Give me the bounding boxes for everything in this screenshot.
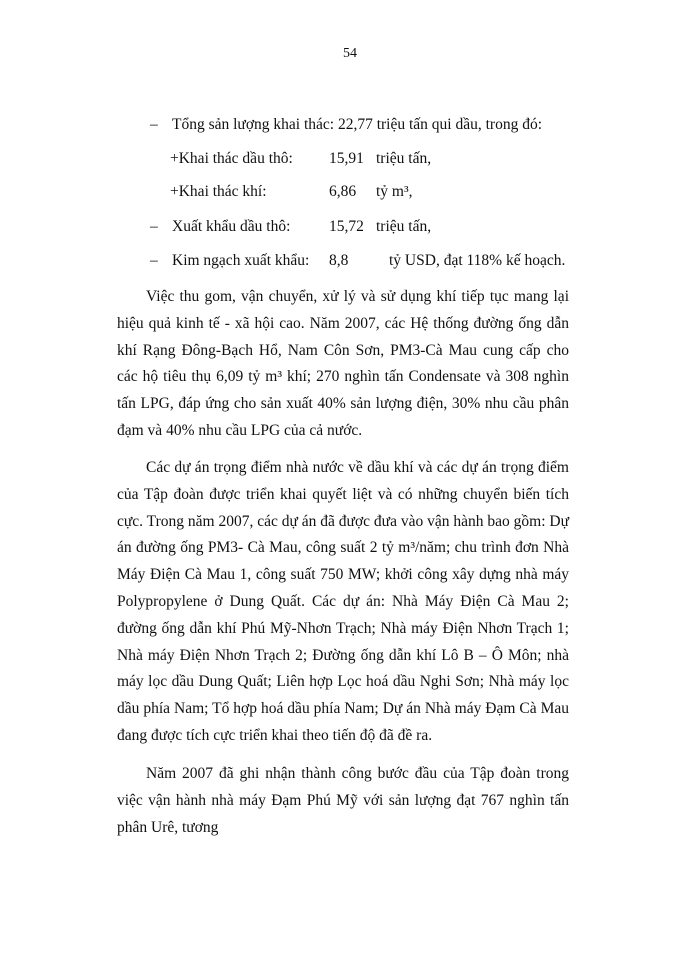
list-item-text: Tổng sản lượng khai thác: 22,77 triệu tấn qui dầu, trong đó:: [172, 116, 543, 133]
paragraph-fertilizer-plant: Năm 2007 đã ghi nhận thành công bước đầu của Tập đoàn trong việc vận hành nhà máy Đạm Phú Mỹ với sản lượng đạt 767 nghìn tấn phân Urê, tương: [117, 765, 569, 836]
list-item-value: 15,72: [329, 218, 364, 235]
list-item-label: Xuất khẩu dầu thô:: [172, 218, 291, 235]
list-dash: –: [150, 116, 158, 133]
list-item-value: 8,8: [329, 252, 349, 269]
list-dash: –: [150, 252, 158, 269]
subitem-unit: tỷ m³,: [376, 183, 413, 200]
subitem-unit: triệu tấn,: [376, 150, 432, 167]
list-item-unit: triệu tấn,: [376, 218, 432, 235]
list-item-label: Kim ngạch xuất khẩu:: [172, 252, 310, 269]
paragraph-gas-processing: Việc thu gom, vận chuyển, xử lý và sử dụng khí tiếp tục mang lại hiệu quả kinh tế - xã hội cao. Năm 2007, các Hệ thống đường ống dẫn khí Rạng Đông-Bạch Hổ, Nam Côn Sơn, PM3-Cà Mau cung cấp cho các hộ tiêu thụ 6,09 tỷ m³ khí; 270 nghìn tấn Condensate và 308 nghìn tấn LPG, đáp ứng cho sản xuất 40% sản lượng điện, 30% nhu cầu phân đạm và 40% nhu cầu LPG của cả nước.: [117, 288, 569, 439]
list-item-unit: tỷ USD, đạt 118% kế hoạch.: [389, 252, 566, 269]
subitem-label: +Khai thác dầu thô:: [170, 150, 293, 167]
paragraph-key-projects: Các dự án trọng điểm nhà nước về dầu khí và các dự án trọng điểm của Tập đoàn được triển khai quyết liệt và có những chuyển biến tích cực. Trong năm 2007, các dự án đã được đưa vào vận hành bao gồm: Dự án đường ống PM3- Cà Mau, công suất 2 tỷ m³/năm; chu trình đơn Nhà Máy Điện Cà Mau 1, công suất 750 MW; khởi công xây dựng nhà máy Polypropylene ở Dung Quất. Các dự án: Nhà Máy Điện Cà Mau 2; đường ống dẫn khí Phú Mỹ-Nhơn Trạch; Nhà máy Điện Nhơn Trạch 1; Nhà máy Điện Nhơn Trạch 2; Đường ống dẫn khí Lô B – Ô Môn; nhà máy lọc dầu Dung Quất; Liên hợp Lọc hoá dầu Nghi Sơn; Nhà máy lọc dầu phía Nam; Tổ hợp hoá dầu phía Nam; Dự án Nhà máy Đạm Cà Mau đang được tích cực triển khai theo tiến độ đã đề ra.: [117, 459, 569, 744]
list-dash: –: [150, 218, 158, 235]
subitem-value: 15,91: [329, 150, 364, 167]
subitem-value: 6,86: [329, 183, 357, 200]
subitem-label: +Khai thác khí:: [170, 183, 267, 200]
page-number: 54: [343, 46, 357, 61]
